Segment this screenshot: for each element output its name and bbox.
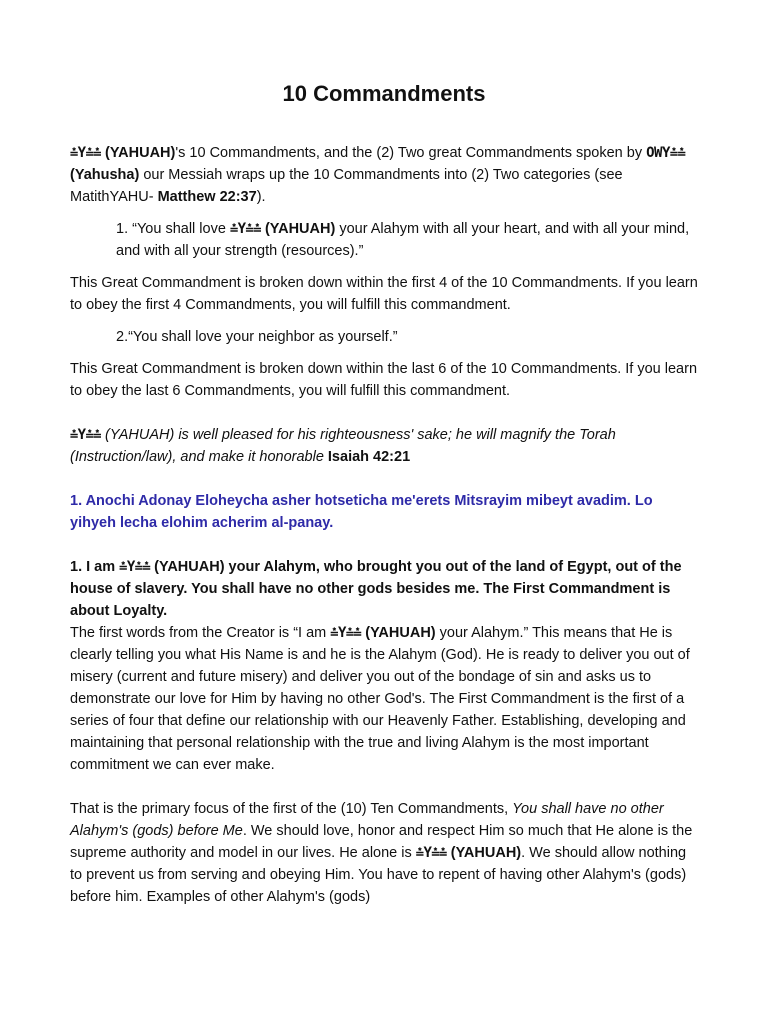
paleo-name-glyph: ⩮Y⩮⩮ (119, 559, 151, 575)
first-commandment-heading: 1. I am ⩮Y⩮⩮ (YAHUAH) your Alahym, who brought you out of the land of Egypt, out of the house of slavery. You shall have no other gods besides me. The First Commandment is about Loyalty. (70, 559, 682, 619)
paleo-name-glyph: ⩮Y⩮⩮ (70, 427, 101, 443)
hebrew-transliteration: 1. Anochi Adonay Eloheycha asher hotseticha me'erets Mitsrayim mibeyt avadim. Lo yihyeh lecha elohim acherim al-panay. (70, 493, 653, 531)
paleo-name-glyph: ⩮Y⩮⩮ (330, 625, 362, 641)
isaiah-quote: ⩮Y⩮⩮ (YAHUAH) is well pleased for his righteousness' sake; he will magnify the Torah (Instruction/law), and make it honorable Isaiah 42:21 (70, 427, 616, 465)
paleo-name-glyph: OWY⩮⩮ (646, 145, 686, 161)
page-title: 10 Commandments (282, 81, 486, 106)
great-commandment-2: 2.“You shall love your neighbor as yourself.” (116, 329, 398, 345)
first-four-paragraph: This Great Commandment is broken down within the first 4 of the 10 Commandments. If you learn to obey the first 4 Commandments, you will fulfill this commandment. (70, 275, 698, 313)
intro-paragraph: ⩮Y⩮⩮ (YAHUAH)'s 10 Commandments, and the (2) Two great Commandments spoken by OWY⩮⩮ (Yahusha) our Messiah wraps up the 10 Commandments into (2) Two categories (see MatithYAHU- Matthew 22:37). (70, 145, 686, 205)
primary-focus-paragraph: That is the primary focus of the first of the (10) Ten Commandments, You shall have no other Alahym's (gods) before Me. We should love, honor and respect Him so much that He alone is the supreme authority and model in our lives. He alone is ⩮Y⩮⩮ (YAHUAH). We should allow nothing to prevent us from serving and obeying Him. You have to repent of having other Alahym's (gods) before him. Examples of other Alahym's (gods) (70, 801, 693, 905)
first-commandment-explanation: The first words from the Creator is “I am ⩮Y⩮⩮ (YAHUAH) your Alahym.” This means that He is clearly telling you what His Name is and he is the Alahym (God). He is ready to deliver you out of misery (current and future misery) and deliver you out of the bondage of sin and asks us to demonstrate our love for Him by having no other God's. The First Commandment is the first of a series of four that define our relationship with our Heavenly Father. Establishing, developing and maintaining that personal relationship with the true and living Alahym is the most important commitment we can ever make. (70, 625, 690, 773)
paleo-name-glyph: ⩮Y⩮⩮ (70, 145, 101, 161)
paleo-name-glyph: ⩮Y⩮⩮ (415, 845, 447, 861)
great-commandment-1: 1. “You shall love ⩮Y⩮⩮ (YAHUAH) your Alahym with all your heart, and with all your mind, and with all your strength (resources).” (116, 221, 690, 259)
last-six-paragraph: This Great Commandment is broken down within the last 6 of the 10 Commandments. If you learn to obey the last 6 Commandments, you will fulfill this commandment. (70, 361, 698, 399)
paleo-name-glyph: ⩮Y⩮⩮ (229, 221, 261, 237)
